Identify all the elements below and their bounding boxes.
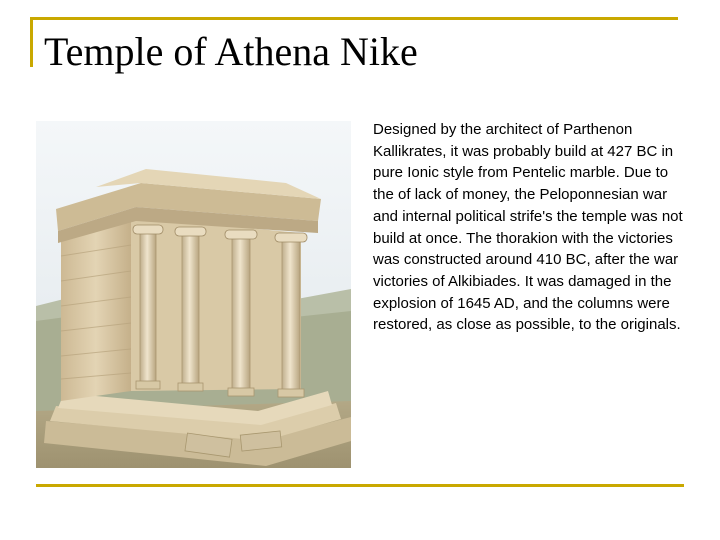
bottom-rule <box>36 484 684 487</box>
temple-illustration <box>36 121 351 468</box>
description-text: Designed by the architect of Parthenon Kallikrates, it was probably build at 427 BC in pure Ionic style from Pentelic marble. Due to the of lack of money, the Peloponnesian war and internal political strife's the temple was not build at once. The thorakion with the victories was constructed around 410 BC, after the war victories of Alkibiades. It was damaged in the explosion of 1645 AD, and the columns were restored, as close as possible, to the originals. <box>373 121 683 334</box>
left-rule <box>30 17 33 67</box>
top-rule <box>30 17 678 20</box>
temple-photo <box>36 121 351 468</box>
slide-title: Temple of Athena Nike <box>44 29 418 74</box>
